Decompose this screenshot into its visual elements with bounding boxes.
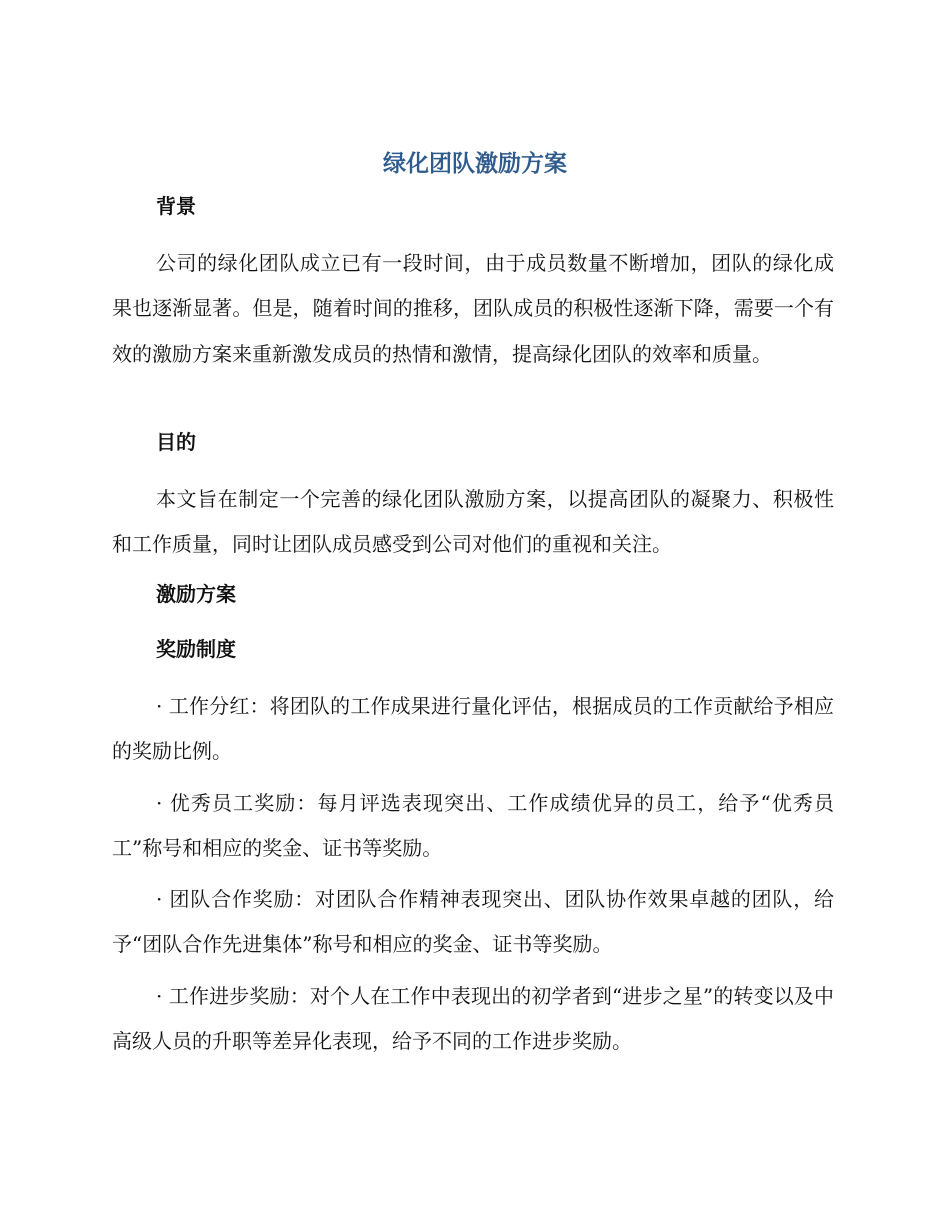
background-paragraph: 公司的绿化团队成立已有一段时间，由于成员数量不断增加，团队的绿化成果也逐渐显著。但是，随着时间的推移，团队成员的积极性逐渐下降，需要一个有效的激励方案来重新激发成员的热情和激情，提高绿化团队的效率和质量。 bbox=[112, 251, 834, 366]
section-heading-background: 背景 bbox=[156, 194, 196, 218]
purpose-paragraph: 本文旨在制定一个完善的绿化团队激励方案，以提高团队的凝聚力、积极性和工作质量，同时让团队成员感受到公司对他们的重视和关注。 bbox=[112, 487, 834, 557]
reward-item-work-dividend: · 工作分红：将团队的工作成果进行量化评估，根据成员的工作贡献给予相应的奖励比例。 bbox=[112, 694, 834, 764]
reward-item-excellent-employee: · 优秀员工奖励：每月评选表现突出、工作成绩优异的员工，给予“优秀员工”称号和相应的奖金、证书等奖励。 bbox=[112, 791, 834, 861]
document-title: 绿化团队激励方案 bbox=[383, 151, 567, 177]
section-heading-purpose: 目的 bbox=[156, 430, 196, 454]
section-heading-reward-system: 奖励制度 bbox=[156, 637, 236, 661]
reward-item-team-cooperation: · 团队合作奖励：对团队合作精神表现突出、团队协作效果卓越的团队，给予“团队合作先进集体”称号和相应的奖金、证书等奖励。 bbox=[112, 887, 834, 957]
section-heading-incentive-plan: 激励方案 bbox=[156, 582, 236, 606]
reward-item-work-progress: · 工作进步奖励：对个人在工作中表现出的初学者到“进步之星”的转变以及中高级人员的升职等差异化表现，给予不同的工作进步奖励。 bbox=[112, 984, 834, 1054]
